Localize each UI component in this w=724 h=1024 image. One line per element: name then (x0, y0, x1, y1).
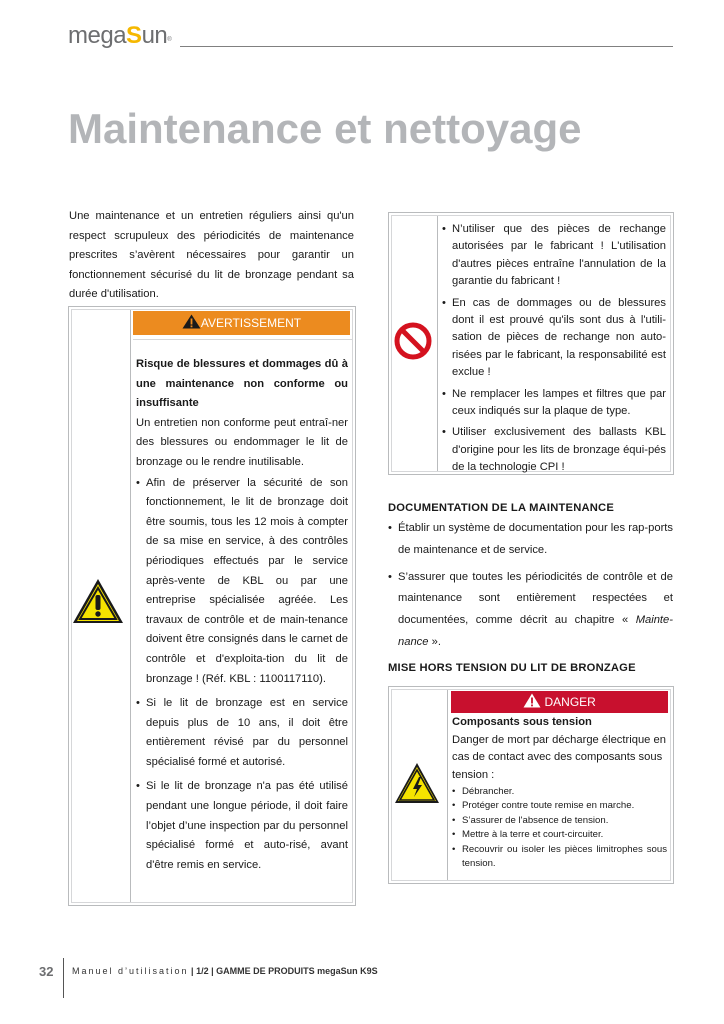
list-item: • Mettre à la terre et court-circuiter. (452, 828, 667, 842)
warning-header (133, 311, 350, 335)
prohibition-list (442, 221, 666, 477)
intro-paragraph: Une maintenance et un entretien réguliers ainsi qu'un respect scrupuleux des périodicités de maintenance prescrites s’avèrent nécessaires pour garantir un fonctionnement sécurisé du lit de bronzage pendant sa durée d'utilisation. (69, 210, 354, 301)
warning-heading: Risque de blessures et dommages dû à une maintenance non conforme ou insuffisante (136, 358, 348, 410)
footer-product: | 1/2 | GAMME DE PRODUITS megaSun K9S (188, 966, 378, 976)
logo-text-mega: mega (68, 22, 127, 49)
danger-content (452, 714, 667, 871)
megasun-logo (68, 22, 171, 50)
danger-small-icon (523, 693, 541, 708)
footer-manual: Manuel d’utilisation (72, 966, 189, 976)
list-item: • Utiliser exclusivement des ballasts KBL d'origine pour les lits de bronzage équi-pés de la technologie CPI ! (442, 424, 666, 476)
tension-title: MISE HORS TENSION DU LIT DE BRONZAGE (388, 662, 636, 674)
list-item: • Si le lit de bronzage est en service depuis plus de 10 ans, il doit être entièrement révisé par du personnel spécialisé formé et autorisé. (136, 694, 348, 772)
list-item: • Protéger contre toute remise en marche. (452, 799, 667, 813)
danger-list (452, 785, 667, 871)
danger-header (451, 691, 668, 713)
warning-small-icon (182, 314, 201, 329)
warning-content (136, 355, 348, 875)
list-item: • Ne remplacer les lampes et filtres que par ceux indiqués sur la plaque de type. (442, 386, 666, 421)
logo-text-s: S (126, 22, 142, 49)
header-rule (180, 46, 673, 47)
list-item: • N’utiliser que des pièces de rechange autorisées par le fabricant ! L'utilisation d'autres pièces entraîne l'annulation de la garantie du fabricant ! (442, 221, 666, 291)
list-item: • En cas de dommages ou de blessures dont il est prouvé qu'ils sont dus à l'utili-sation de pièces de rechange non auto-risées par le fabricant, la responsabilité est exclue ! (442, 295, 666, 382)
logo-registered-mark: ® (167, 37, 172, 43)
page-title: Maintenance et nettoyage (68, 105, 582, 152)
danger-heading: Composants sous tension (452, 716, 592, 728)
list-item: • Établir un système de documentation pour les rap-ports de maintenance et de service. (388, 518, 673, 562)
warning-separator (133, 339, 352, 340)
list-item: • Afin de préserver la sécurité de son fonctionnement, le lit de bronzage doit être soumis, tous les 12 mois à compter de sa mise en service, à des contrôles périodiques effectués par le service après-vente de KBL ou par une entreprise spécialisée agréée. Les travaux de contrôle et de main-tenance doivent être consignés dans le carnet de contrôle et d'exploita-tion du lit de bronzage ! (Réf. KBL : 1100117110). (136, 474, 348, 690)
documentation-list (388, 518, 673, 654)
page-number: 32 (39, 964, 54, 979)
logo-text-un: un (141, 22, 168, 49)
prohibition-content (442, 221, 666, 477)
danger-label: DANGER (544, 695, 596, 709)
list-item: • S’assurer que toutes les périodicités de contrôle et de maintenance sont entièrement respectées et documentées, comme décrit au chapitre « Mainte-nance ». (388, 567, 673, 654)
prohibition-icon (394, 322, 432, 360)
documentation-title: DOCUMENTATION DE LA MAINTENANCE (388, 502, 614, 514)
warning-label: AVERTISSEMENT (200, 316, 302, 330)
warning-triangle-icon (72, 578, 124, 624)
list-item: • Recouvrir ou isoler les pièces limitrophes sous tension. (452, 843, 667, 872)
chapter-reference: Mainte-nance (398, 614, 673, 648)
list-item: • Débrancher. (452, 785, 667, 799)
electric-hazard-icon (394, 762, 440, 804)
warning-text: Un entretien non conforme peut entraî-ner des blessures ou endommager le lit de bronzage ou le rendre inutilisable. (136, 416, 348, 468)
footer-rule (63, 958, 64, 998)
warning-list (136, 474, 348, 876)
danger-text: Danger de mort par décharge électrique en cas de contact avec des composants sous tension : (452, 733, 666, 781)
list-item: • Si le lit de bronzage n'a pas été utilisé pendant une longue période, il doit faire l’objet d’une inspection par du personnel spécialisé formé et auto-risé, avant d'être remis en service. (136, 777, 348, 875)
list-item: • S’assurer de l'absence de tension. (452, 814, 667, 828)
footer-text (72, 966, 378, 976)
